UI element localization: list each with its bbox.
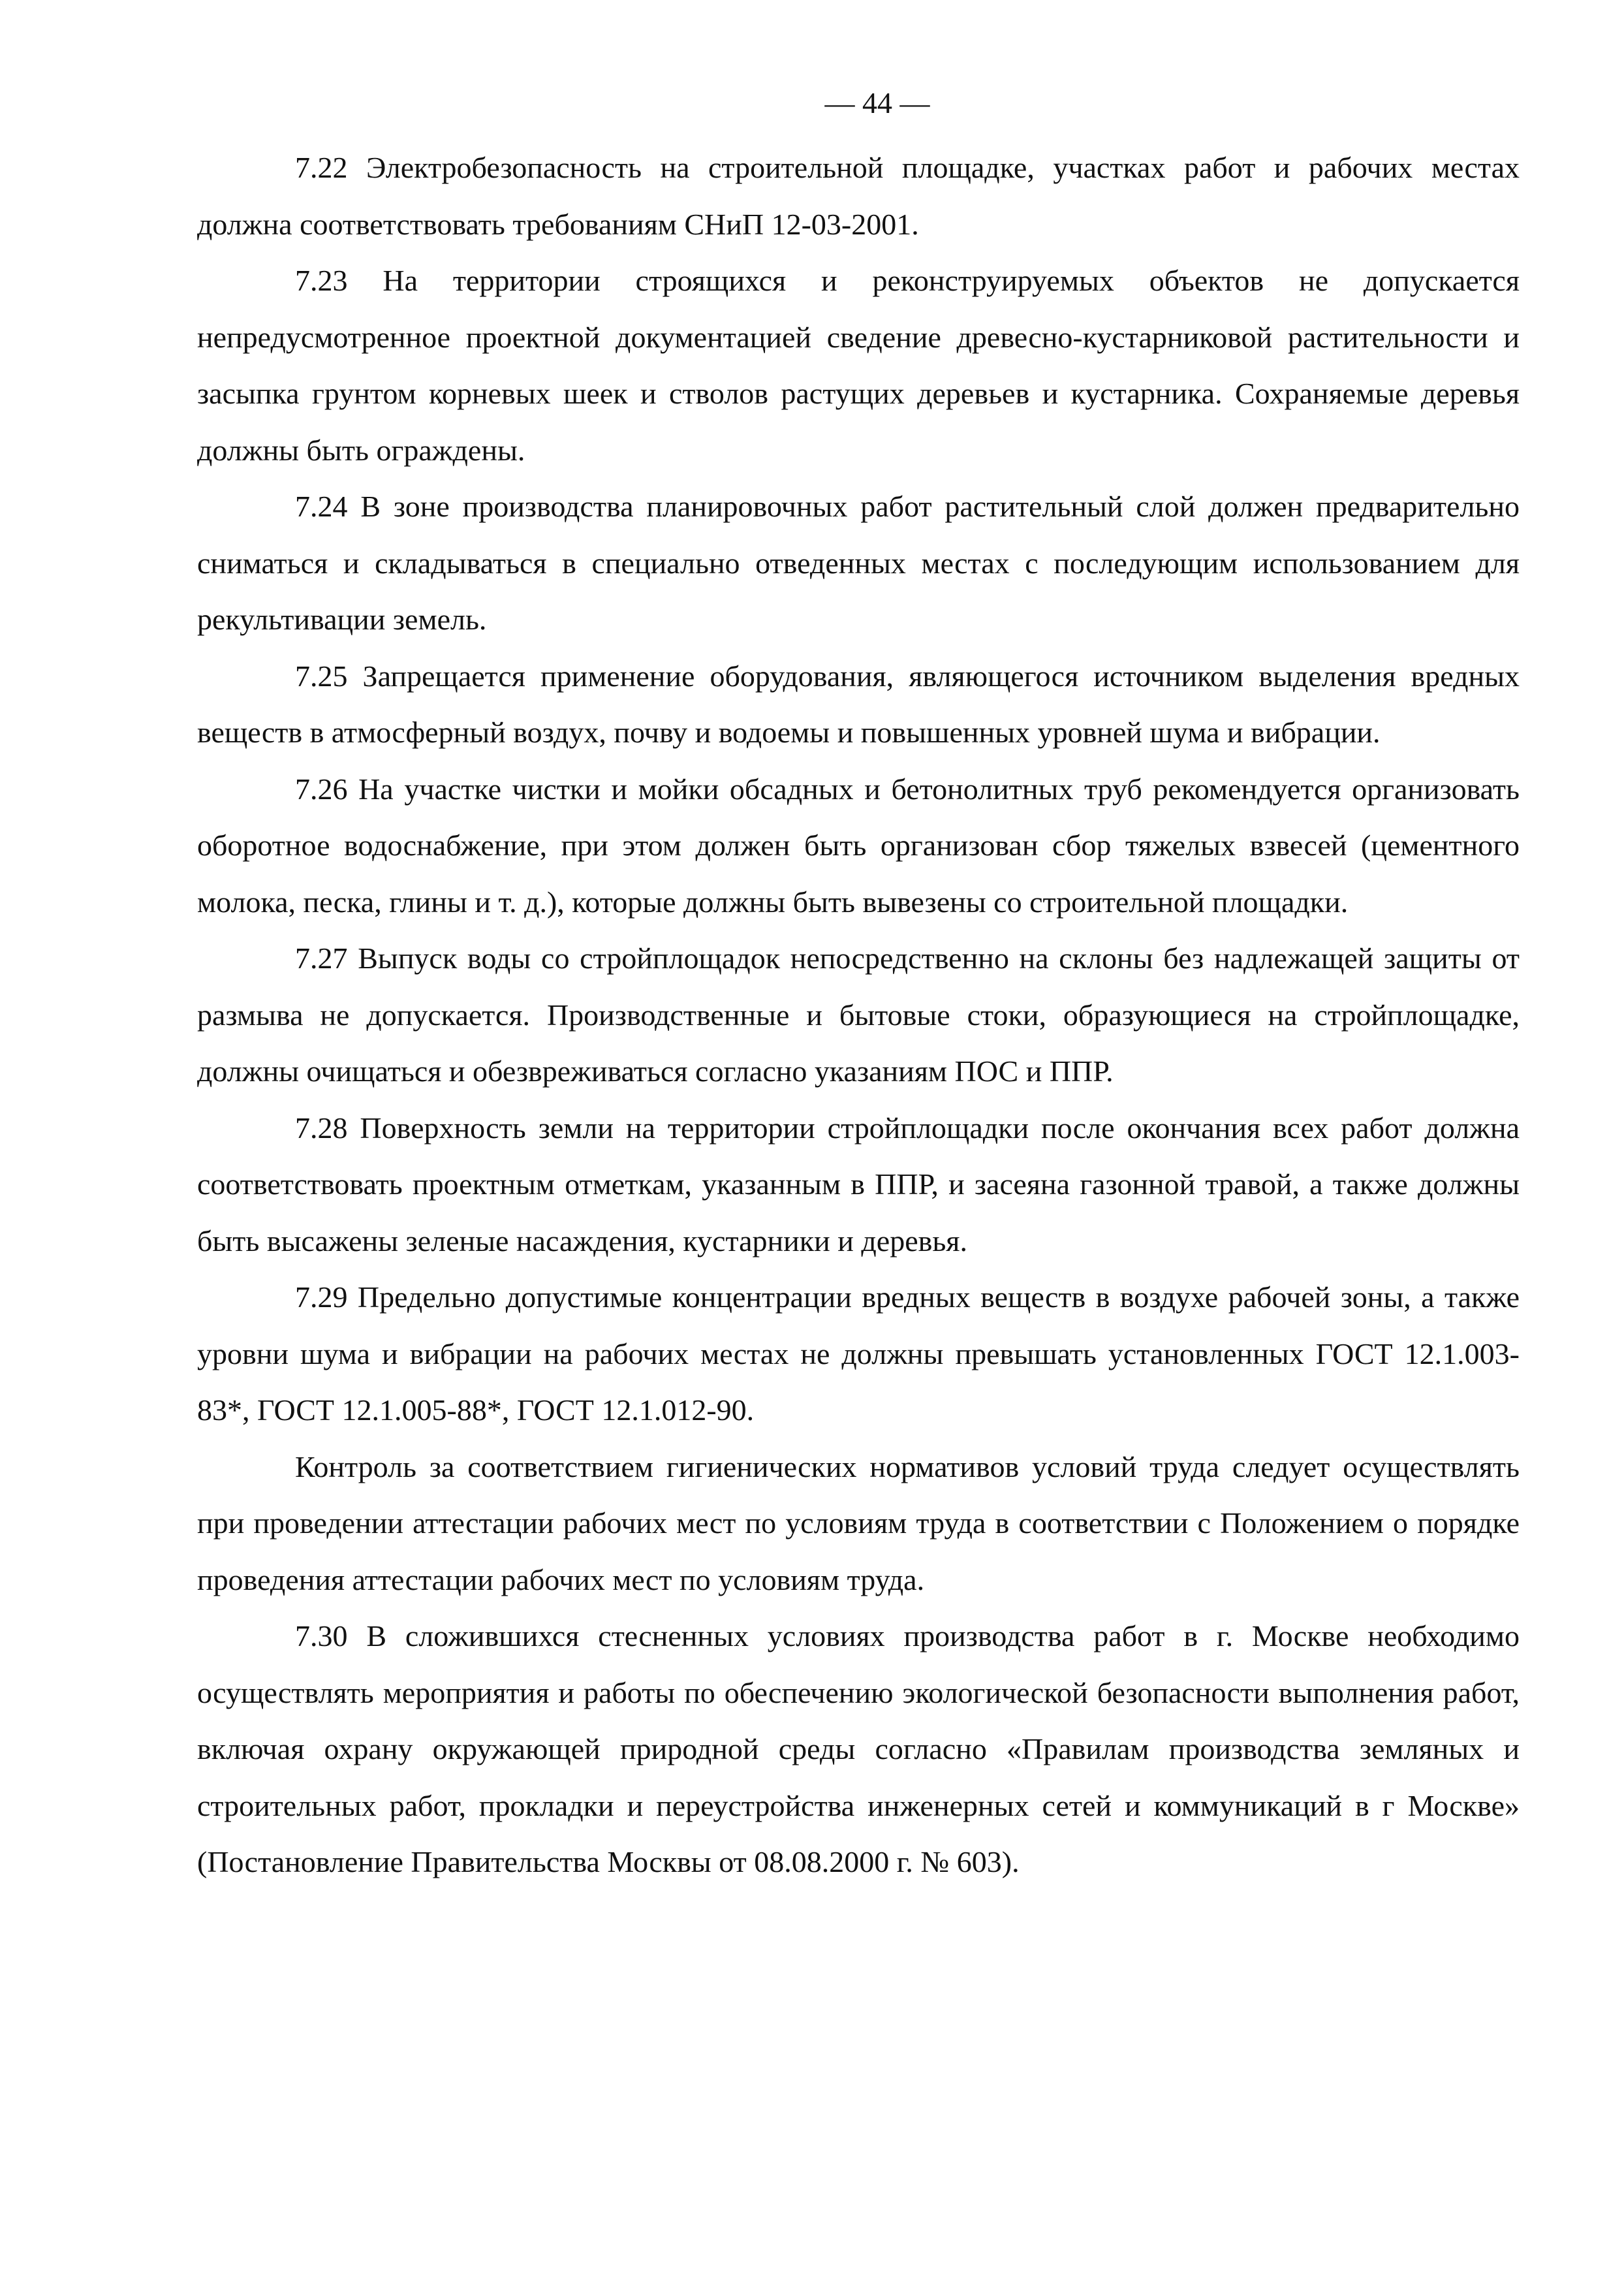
paragraph-7-26: 7.26 На участке чистки и мойки обсадных и бетонолитных труб рекомендуется организовать оборотное водоснабжение, при этом должен быть организован сбор тяжелых взвесей (цементного молока, песка, глины и т. д.), которые должны быть вывезены со строительной площадки. [197,772,1520,919]
paragraph-7-29: 7.29 Предельно допустимые концентрации вредных веществ в воздухе рабочей зоны, а также уровни шума и вибрации на рабочих местах не должны превышать установленных ГОСТ 12.1.003-83*, ГОСТ 12.1.005-88*, ГОСТ 12.1.012-90. [197,1280,1520,1427]
paragraph-7-24: 7.24 В зоне производства планировочных работ растительный слой должен предварительно сниматься и складываться в специально отведенных местах с последующим использованием для рекультивации земель. [197,490,1520,636]
paragraph-control: Контроль за соответствием гигиенических нормативов условий труда следует осуществлять при проведении аттестации рабочих мест по условиям труда в соответствии с Положением о порядке проведения аттестации рабочих мест по условиям труда. [197,1449,1520,1596]
page-number: — 44 — [824,86,930,119]
paragraph-7-22: 7.22 Электробезопасность на строительной площадке, участках работ и рабочих местах должна соответствовать требованиям СНиП 12-03-2001. [197,151,1520,241]
paragraph-7-27: 7.27 Выпуск воды со стройплощадок непосредственно на склоны без надлежащей защиты от размыва не допускается. Производственные и бытовые стоки, образующиеся на стройплощадке, должны очищаться и обезвреживаться согласно указаниям ПОС и ППР. [197,941,1520,1088]
paragraph-7-28: 7.28 Поверхность земли на территории стройплощадки после окончания всех работ должна соответствовать проектным отметкам, указанным в ППР, и засеяна газонной травой, а также должны быть высажены зеленые насаждения, кустарники и деревья. [197,1111,1520,1257]
paragraph-7-23: 7.23 На территории строящихся и реконструируемых объектов не допускается непредусмотренное проектной документацией сведение древесно-кустарниковой растительности и засыпка грунтом корневых шеек и стволов растущих деревьев и кустарника. Сохраняемые деревья должны быть ограждены. [197,264,1520,467]
document-body [197,140,1520,1891]
paragraph-7-30: 7.30 В сложившихся стесненных условиях производства работ в г. Москве необходимо осуществлять мероприятия и работы по обеспечению экологической безопасности выполнения работ, включая охрану окружающей природной среды согласно «Правилам производства земляных и строительных работ, прокладки и переустройства инженерных сетей и коммуникаций в г Москве» (Постановление Правительства Москвы от 08.08.2000 г. № 603). [197,1619,1520,1878]
paragraph-7-25: 7.25 Запрещается применение оборудования, являющегося источником выделения вредных веществ в атмосферный воздух, почву и водоемы и повышенных уровней шума и вибрации. [197,659,1520,749]
